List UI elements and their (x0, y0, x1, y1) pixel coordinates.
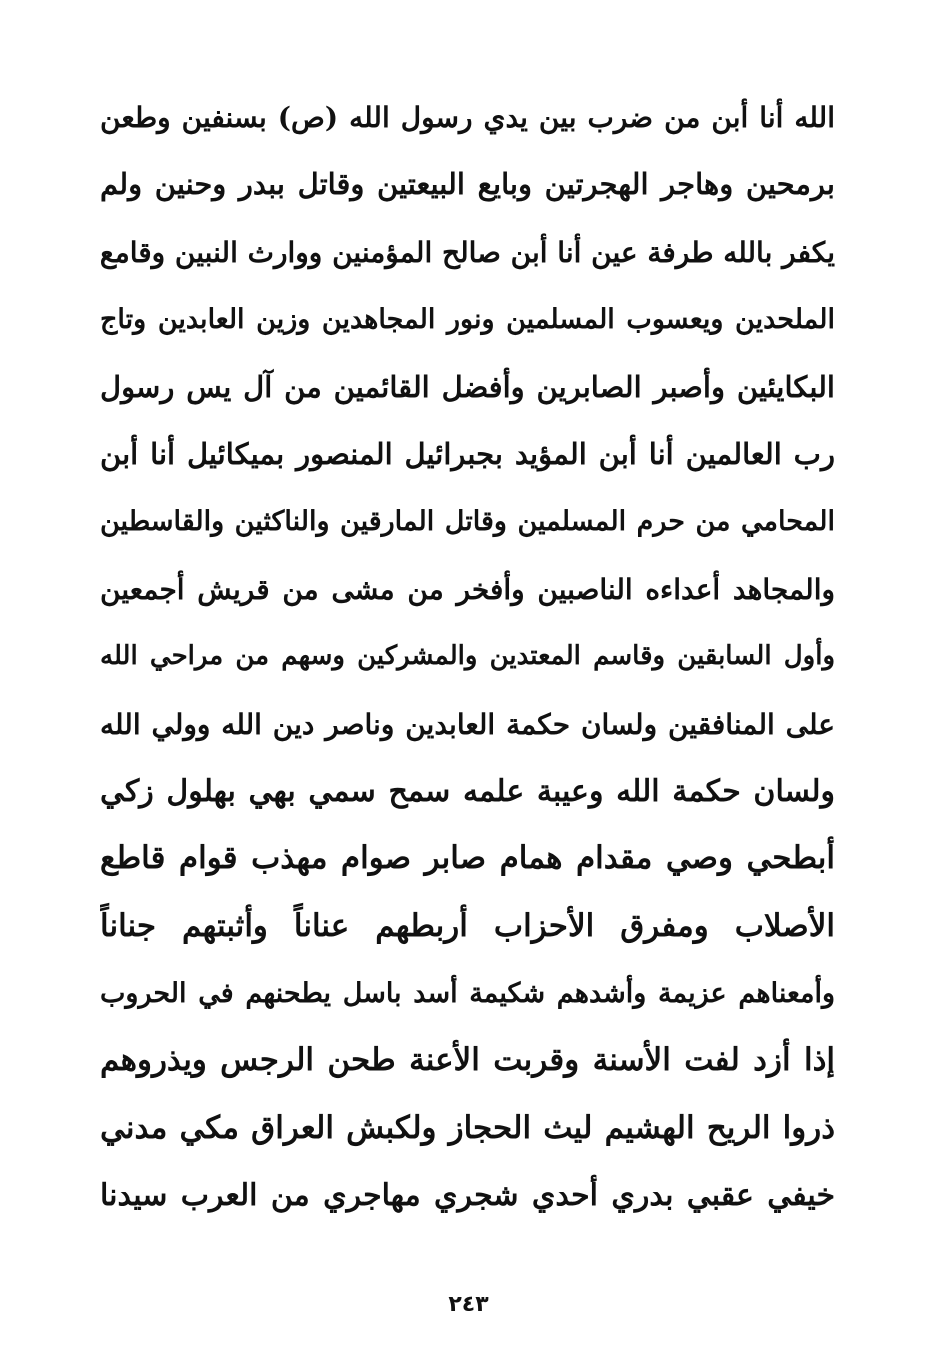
text-line-13: الأصلاب ومفرق الأحزاب أربطهم عناناً وأثبتهم جناناً (100, 907, 835, 944)
text-line-16: ذروا الريح الهشيم ليث الحجاز ولكبش العراق مكي مدني (100, 1109, 835, 1146)
text-line-11: ولسان حكمة الله وعيبة علمه سمح سمي بهي بهلول زكي (100, 773, 835, 809)
text-line-10: على المنافقين ولسان حكمة العابدين وناصر دين الله وولي الله (100, 707, 835, 741)
text-line-17: خيفي عقبي بدري أحدي شجري مهاجري من العرب سيدنا (100, 1178, 835, 1214)
text-line-14: وأمعناهم عزيمة وأشدهم شكيمة أسد باسل يطحنهم في الحروب (100, 978, 835, 1010)
text-line-12: أبطحي وصي مقدام همام صابر صوام مهذب قوام قاطع (100, 840, 835, 877)
text-line-6: رب العالمين أنا أبن المؤيد بجبرائيل المنصور بميكائيل أنا أبن (100, 436, 835, 471)
text-line-7: المحامي من حرم المسلمين وقاتل المارقين والناكثين والقاسطين (100, 506, 835, 538)
text-line-9: وأول السابقين وقاسم المعتدين والمشركين وسهم من مراحي الله (100, 641, 835, 672)
text-line-4: الملحدين ويعسوب المسلمين ونور المجاهدين وزين العابدين وتاج (100, 304, 835, 336)
page-number: ٢٤٣ (448, 1292, 489, 1317)
text-line-15: إذا أزد لفت الأسنة وقربت الأعنة طحن الرجس ويذروهم (100, 1042, 835, 1079)
body-text (100, 84, 835, 1230)
text-line-2: برمحين وهاجر الهجرتين وبايع البيعتين وقاتل ببدر وحنين ولم (100, 167, 835, 202)
text-line-3: يكفر بالله طرفة عين أنا أبن صالح المؤمنين ووارث النبين وقامع (100, 235, 835, 269)
text-line-5: البكايئين وأصبر الصابرين وأفضل القائمين من آل يس رسول (100, 369, 835, 404)
text-line-8: والمجاهد أعداءه الناصبين وأفخر من مشى من قريش أجمعين (100, 572, 835, 606)
text-line-1: الله أنا أبن من ضرب بين يدي رسول الله (ص) بسنفين وطعن (100, 101, 835, 134)
